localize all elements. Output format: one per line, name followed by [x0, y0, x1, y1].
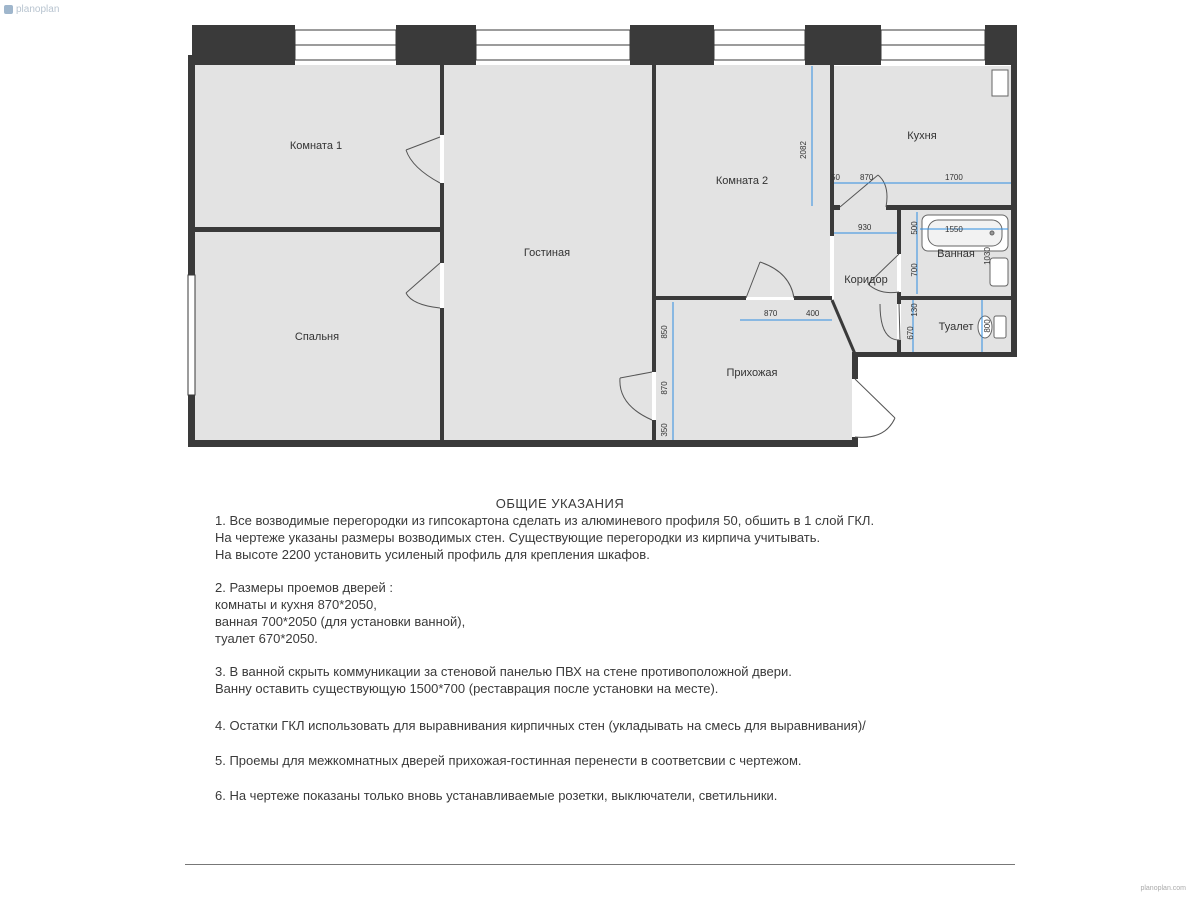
label-room1: Комната 1 — [289, 140, 343, 152]
label-corridor: Коридор — [844, 274, 888, 286]
wall-hall-right-b — [852, 437, 858, 447]
window-bedroom — [188, 275, 195, 395]
label-bedroom: Спальня — [294, 331, 340, 343]
label-room2: Комната 2 — [715, 175, 769, 187]
wall-bath-left — [897, 206, 901, 254]
dim-bath-1550: 1550 — [945, 225, 963, 234]
wall-top-1 — [192, 25, 295, 65]
wall-int-1b — [440, 183, 444, 263]
floors — [195, 65, 1014, 440]
dim-hall-850: 850 — [660, 325, 669, 339]
label-kitchen: Кухня — [907, 130, 937, 142]
door-entrance — [855, 379, 895, 437]
dim-kitchen-1700: 1700 — [945, 173, 963, 182]
wall-int-2b — [652, 420, 656, 443]
wall-bottom — [188, 440, 856, 447]
wall-kitchen-bottom — [834, 205, 840, 210]
note-2-line-3: ванная 700*2050 (для установки ванной), — [215, 614, 466, 629]
dim-kitchen-870: 870 — [860, 173, 874, 182]
dim-2082: 2082 — [799, 141, 808, 159]
note-3-line-1: 3. В ванной скрыть коммуникации за стеновой панелью ПВХ на стене противоположной двери. — [215, 664, 792, 679]
wall-top-4 — [805, 25, 881, 65]
logo-text: planoplan — [16, 4, 60, 15]
dim-hall-870-v: 870 — [660, 381, 669, 395]
wall-kitchen-bottom-b — [886, 205, 1014, 210]
wall-top-5 — [985, 25, 1017, 65]
notes-title: ОБЩИЕ УКАЗАНИЯ — [495, 496, 625, 511]
watermark: planoplan.com — [1140, 885, 1186, 892]
wall-bath-toilet — [897, 296, 1011, 300]
dim-930: 930 — [858, 223, 872, 232]
label-bathroom: Ванная — [937, 248, 975, 260]
note-2-line-4: туалет 670*2050. — [215, 631, 318, 646]
label-hallway: Прихожая — [726, 367, 778, 379]
label-toilet: Туалет — [938, 321, 974, 333]
note-2-line-2: комнаты и кухня 870*2050, — [215, 597, 377, 612]
note-6: 6. На чертеже показаны только вновь устанавливаемые розетки, выключатели, светильники. — [215, 788, 778, 803]
dim-toilet-800: 800 — [983, 319, 992, 333]
label-living: Гостиная — [523, 247, 571, 259]
dim-bath-500: 500 — [910, 221, 919, 235]
note-1-line-1: 1. Все возводимые перегородки из гипсокартона сделать из алюминевого профиля 50, обшить в 1 слой ГКЛ. — [215, 513, 875, 528]
dim-bath-1030: 1030 — [983, 247, 992, 265]
wall-room2-hall — [656, 296, 746, 300]
general-notes — [215, 495, 1015, 804]
note-1-line-2: На чертеже указаны размеры возводимых стен. Существующие перегородки из кирпича учитывать. — [215, 530, 821, 545]
toilet-tank — [994, 316, 1006, 338]
wall-top-2 — [396, 25, 476, 65]
dim-hall-870: 870 — [764, 309, 778, 318]
dim-hall-350: 350 — [660, 423, 669, 437]
wall-int-3b — [830, 206, 834, 236]
wall-room1-bedroom — [195, 227, 440, 232]
wall-hall-right — [852, 357, 858, 379]
sink — [990, 258, 1008, 286]
wall-int-2 — [652, 60, 656, 372]
wall-right-bottom — [852, 352, 1017, 357]
note-1-line-3: На высоте 2200 установить усиленый профиль для крепления шкафов. — [215, 547, 650, 562]
note-3-line-2: Ванну оставить существующую 1500*700 (реставрация после установки на месте). — [215, 681, 719, 696]
wall-int-3 — [830, 60, 834, 206]
bottom-divider — [185, 864, 1015, 865]
dim-bath-700: 700 — [910, 263, 919, 277]
wall-int-1 — [440, 60, 444, 135]
kitchen-fixture — [992, 70, 1008, 96]
wall-top-3 — [630, 25, 714, 65]
wall-toilet-left — [897, 340, 901, 354]
note-2-line-1: 2. Размеры проемов дверей : — [215, 580, 394, 595]
note-4: 4. Остатки ГКЛ использовать для выравнивания кирпичных стен (укладывать на смесь для выравнивания)/ — [215, 718, 866, 733]
dim-hall-400: 400 — [806, 309, 820, 318]
wall-room2-hall-b — [794, 296, 832, 300]
wall-int-1c — [440, 308, 444, 443]
dim-kitchen-50: 50 — [831, 173, 840, 182]
dim-toilet-130: 130 — [910, 303, 919, 317]
dim-toilet-670: 670 — [906, 326, 915, 340]
note-5: 5. Проемы для межкомнатных дверей прихожая-гостинная перенести в соответсвии с чертежом. — [215, 753, 802, 768]
